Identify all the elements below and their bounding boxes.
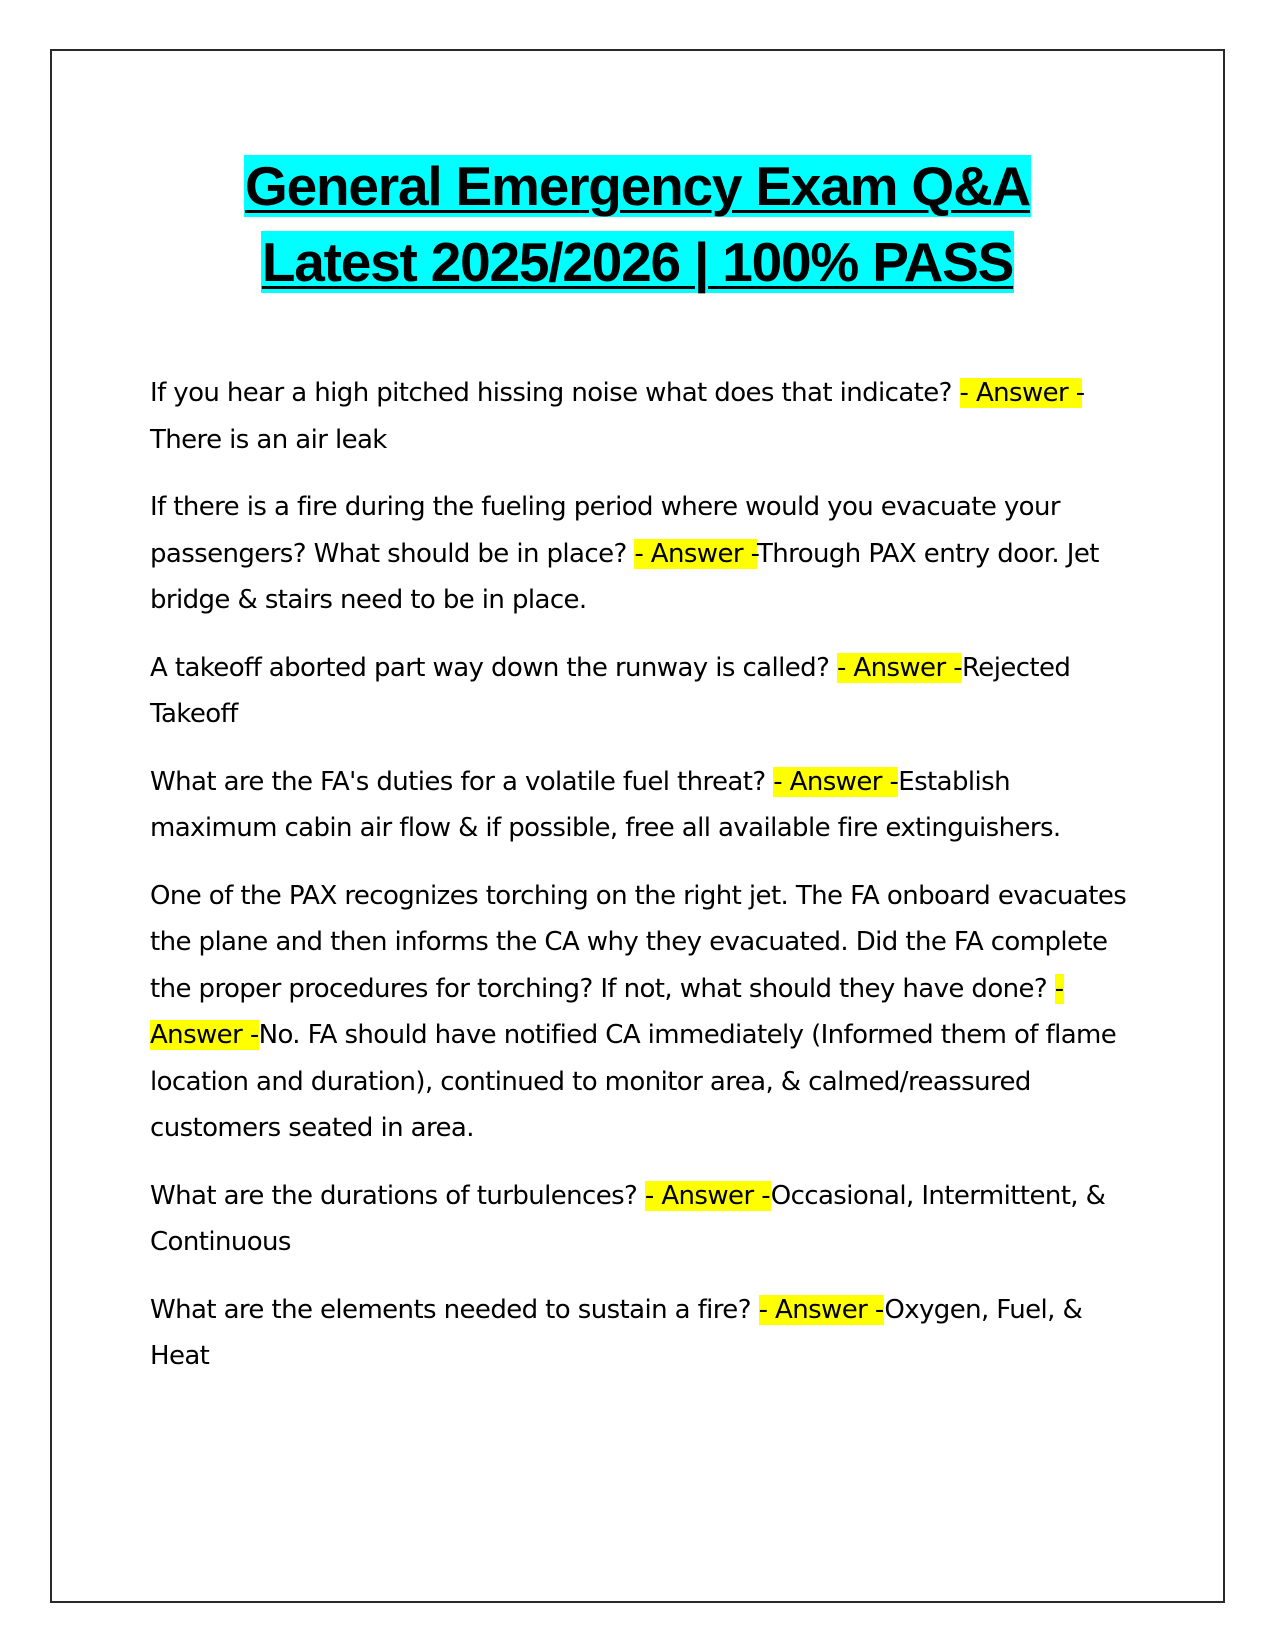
qa-item — [150, 873, 1140, 1152]
qa-item — [150, 1287, 1140, 1380]
question-text: A takeoff aborted part way down the runway is called? — [150, 652, 837, 683]
qa-item — [150, 645, 1140, 738]
answer-text: Establish maximum cabin air flow & if possible, free all available fire extinguishers. — [150, 766, 1061, 843]
title-line-1: General Emergency Exam Q&A — [245, 155, 1030, 217]
question-text: If you hear a high pitched hissing noise what does that indicate? — [150, 378, 960, 408]
answer-tag: - Answer - — [150, 973, 1064, 1050]
answer-tag: - Answer - — [773, 766, 899, 797]
qa-item — [150, 370, 1140, 463]
answer-tag: - Answer - — [959, 378, 1083, 408]
question-text: What are the elements needed to sustain a fire? — [150, 1294, 759, 1325]
question-text: What are the FA's duties for a volatile fuel threat? — [150, 766, 774, 797]
qa-item — [150, 759, 1140, 852]
answer-text: Rejected Takeoff — [150, 652, 1071, 729]
answer-tag: - Answer - — [644, 1180, 771, 1211]
answer-tag: - Answer - — [634, 538, 758, 569]
answer-text: Oxygen, Fuel, & Heat — [150, 1294, 1083, 1371]
answer-text: Through PAX entry door. Jet bridge & stairs need to be in place. — [150, 538, 1099, 615]
answer-text: No. FA should have notified CA immediately (Informed them of flame location and duration), continued to monitor area, & calmed/reassured customers seated in area. — [150, 1020, 1117, 1143]
qa-list — [150, 370, 1140, 1401]
answer-text: There is an air leak — [150, 424, 387, 455]
title-line-2: Latest 2025/2026 | 100% PASS — [261, 231, 1014, 293]
question-text: One of the PAX recognizes torching on the right jet. The FA onboard evacuates the plane and then informs the CA why they evacuated. Did the FA complete the proper procedures for torching? If not, what should they have done? — [150, 880, 1127, 1004]
question-text: If there is a fire during the fueling period where would you evacuate your passengers? What should be in place? — [150, 492, 1060, 569]
answer-text: Occasional, Intermittent, & Continuous — [150, 1180, 1106, 1257]
document-title — [0, 148, 1275, 300]
question-text: What are the durations of turbulences? — [150, 1180, 645, 1211]
qa-item — [150, 1173, 1140, 1266]
answer-tag: - Answer - — [758, 1294, 885, 1325]
qa-item — [150, 484, 1140, 624]
answer-tag: - Answer - — [836, 652, 962, 683]
